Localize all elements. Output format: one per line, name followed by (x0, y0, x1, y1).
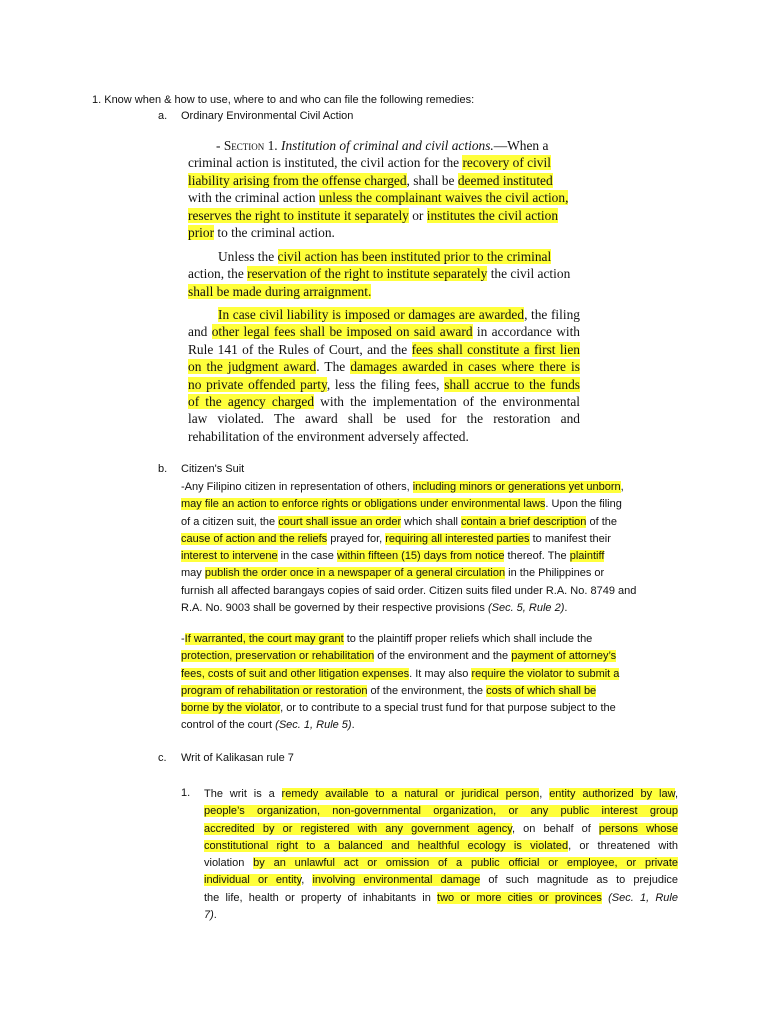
page-heading: 1. Know when & how to use, where to and who can file the following remedies: (92, 94, 475, 106)
plain-text: thereof. The (504, 550, 570, 563)
plain-text: criminal action is instituted, the civil action for the (188, 155, 463, 171)
citation-text: (Sec. 1, Rule 5) (275, 719, 352, 732)
plain-text: , the filing (524, 307, 580, 322)
citation-text: 7) (204, 909, 214, 922)
writ-item-number: 1. (181, 787, 191, 799)
text-line (188, 137, 580, 154)
highlighted-text: accredited by or registered with any government agency (204, 822, 512, 835)
plain-text: Unless the (218, 249, 278, 264)
plain-text: . The (316, 359, 351, 375)
highlighted-text: contain a brief description (461, 515, 587, 528)
highlighted-text: including minors or generations yet unborn (412, 481, 621, 493)
text-line (188, 323, 580, 340)
plain-text: with the criminal action (188, 190, 319, 206)
plain-text: 1. (264, 138, 282, 153)
highlighted-text: involving environmental damage (312, 874, 481, 887)
highlighted-text: shall be made during arraignment. (188, 283, 372, 299)
highlighted-text: two or more cities or provinces (437, 891, 602, 904)
highlighted-text: other legal fees shall be imposed on said award (211, 324, 473, 340)
plain-text: , shall be (406, 172, 458, 188)
plain-text: - (181, 633, 185, 645)
text-line (181, 683, 677, 700)
text-line (188, 376, 580, 393)
highlighted-text: court shall issue an order (278, 515, 402, 528)
text-line (204, 890, 678, 907)
text-line (181, 496, 677, 513)
plain-text: in accordance with (472, 324, 580, 340)
highlighted-text: interest to intervene (181, 550, 278, 563)
plain-text: - (216, 138, 224, 153)
rule-section-1-paragraph-2 (188, 248, 580, 300)
text-line (181, 548, 677, 565)
highlighted-text: entity authorized by law (549, 788, 675, 800)
highlighted-text: cause of action and the reliefs (181, 532, 328, 545)
text-line (188, 224, 580, 241)
highlighted-text: payment of attorney’s (511, 650, 617, 663)
plain-text: and (188, 324, 212, 340)
highlighted-text: institutes the civil action (426, 207, 559, 223)
plain-text: of such magnitude as to prejudice (480, 874, 679, 887)
text-line (188, 306, 580, 323)
text-line (188, 341, 580, 358)
text-line (181, 666, 677, 683)
plain-text: action, the (188, 266, 248, 282)
plain-text: with the implementation of the environmental (314, 394, 581, 410)
plain-text: the life, health or property of inhabitants in (204, 891, 438, 904)
plain-text: violation (204, 857, 254, 870)
highlighted-text: individual or entity (204, 874, 302, 887)
text-line (204, 907, 678, 924)
plain-text: , on behalf of (511, 822, 599, 835)
section-label: Section (223, 138, 265, 153)
text-line (181, 583, 677, 600)
highlighted-text: fees, costs of suit and other litigation expenses (181, 667, 410, 680)
text-line (204, 821, 678, 838)
section-c-marker: c. (158, 752, 167, 764)
text-line (204, 855, 678, 872)
plain-text: furnish all affected barangays copies of said order. Citizen suits filed under R.A. No. 8749 and (181, 584, 637, 597)
highlighted-text: remedy available to a natural or juridical person (281, 788, 540, 800)
highlighted-text: require the violator to submit a (471, 667, 620, 680)
text-line (181, 565, 677, 582)
plain-text: , (301, 874, 313, 887)
plain-text: the civil action (487, 266, 571, 282)
plain-text: law violated. The award shall be used for the restoration and (188, 411, 580, 427)
plain-text: R.A. No. 9003 shall be governed by their respective provisions (181, 602, 488, 615)
citizen-suit-paragraph-2 (181, 631, 677, 735)
plain-text: The writ is a (204, 788, 282, 800)
highlighted-text: damages awarded in cases where there is (350, 359, 580, 375)
plain-text: in the Philippines or (505, 567, 605, 580)
plain-text: of the environment, the (367, 684, 487, 697)
text-line (188, 172, 580, 189)
text-line (188, 283, 580, 300)
text-line (188, 207, 580, 224)
highlighted-text: requiring all interested parties (385, 532, 530, 545)
text-line (181, 600, 677, 617)
section-b-title: Citizen's Suit (181, 463, 245, 475)
highlighted-text: fees shall constitute a first lien (411, 341, 580, 357)
rule-section-1-paragraph-3 (188, 306, 580, 445)
text-line (188, 189, 580, 206)
text-line (181, 631, 677, 648)
section-a-title: Ordinary Environmental Civil Action (181, 110, 354, 122)
plain-text: Rule 141 of the Rules of Court, and the (188, 341, 412, 357)
plain-text: control of the court (181, 719, 276, 732)
highlighted-text: protection, preservation or rehabilitation (181, 650, 375, 663)
plain-text: may (181, 567, 205, 580)
plain-text: , (539, 788, 550, 800)
plain-text: , (620, 481, 624, 493)
highlighted-text: In case civil liability is imposed or damages are awarded (218, 307, 525, 322)
highlighted-text: program of rehabilitation or restoration (181, 684, 368, 697)
highlighted-text: persons whose (598, 822, 678, 835)
highlighted-text: people’s organization, non-governmental organization, or any public interest group (204, 805, 678, 818)
text-line (181, 514, 677, 531)
highlighted-text: constitutional right to a balanced and healthful ecology is violated (204, 839, 569, 852)
text-line (204, 803, 678, 820)
citizen-suit-paragraph-1 (181, 479, 677, 617)
plain-text: to the criminal action. (214, 225, 335, 241)
highlighted-text: deemed instituted (457, 172, 553, 188)
plain-text: , less the filing fees, (326, 376, 445, 392)
text-line (204, 838, 678, 855)
plain-text: , (674, 788, 678, 800)
plain-text: —When a (493, 138, 549, 153)
plain-text: , or threatened with (568, 839, 678, 852)
highlighted-text: unless the complainant waives the civil action, (318, 190, 569, 206)
rule-section-1-paragraph-1 (188, 137, 580, 241)
citation-text: (Sec. 1, Rule (608, 891, 678, 904)
text-line (188, 358, 580, 375)
text-line (188, 248, 580, 265)
highlighted-text: publish the order once in a newspaper of a general circulation (204, 567, 506, 580)
highlighted-text: prior (188, 225, 215, 241)
highlighted-text: no private offended party (188, 376, 327, 392)
highlighted-text: plaintiff (569, 550, 605, 563)
text-line (204, 786, 678, 803)
highlighted-text: may file an action to enforce rights or obligations under environmental laws (181, 498, 546, 511)
section-a-marker: a. (158, 110, 168, 122)
plain-text: rehabilitation of the environment adversely affected. (188, 428, 469, 444)
plain-text: -Any Filipino citizen in representation of others, (181, 481, 413, 493)
text-line (181, 700, 677, 717)
highlighted-text: recovery of civil (462, 155, 551, 171)
highlighted-text: If warranted, the court may grant (184, 633, 344, 645)
plain-text: . It may also (409, 667, 472, 680)
plain-text: or (408, 207, 427, 223)
plain-text: . (564, 602, 568, 615)
plain-text: to the plaintiff proper reliefs which shall include the (343, 633, 593, 645)
text-line (188, 393, 580, 410)
text-line (181, 648, 677, 665)
section-c-title: Writ of Kalikasan rule 7 (181, 752, 294, 764)
highlighted-text: reserves the right to institute it separately (188, 207, 409, 223)
highlighted-text: liability arising from the offense charged (188, 172, 407, 188)
text-line (204, 872, 678, 889)
plain-text: of a citizen suit, the (181, 515, 279, 528)
text-line (181, 531, 677, 548)
highlighted-text: reservation of the right to institute separately (247, 266, 488, 282)
plain-text: . Upon the filing (545, 498, 622, 511)
citation-text: (Sec. 5, Rule 2) (487, 602, 565, 615)
text-line (188, 154, 580, 171)
text-line (188, 410, 580, 427)
highlighted-text: costs of which shall be (486, 684, 597, 697)
plain-text: of the (586, 515, 617, 528)
text-line (181, 717, 677, 734)
plain-text: . (213, 909, 217, 922)
text-line (188, 265, 580, 282)
citation-text: Institution of criminal and civil actions. (281, 138, 494, 153)
plain-text: of the environment and the (374, 650, 512, 663)
plain-text: to manifest their (529, 532, 611, 545)
plain-text: , or to contribute to a special trust fund for that purpose subject to the (280, 702, 616, 715)
highlighted-text: shall accrue to the funds (444, 376, 581, 392)
highlighted-text: by an unlawful act or omission of a public official or employee, or private (253, 857, 678, 870)
plain-text: in the case (277, 550, 337, 563)
text-line (188, 428, 580, 445)
highlighted-text: civil action has been instituted prior to the criminal (277, 249, 552, 264)
section-b-marker: b. (158, 463, 168, 475)
text-line (181, 479, 677, 496)
plain-text: prayed for, (327, 532, 386, 545)
writ-of-kalikasan-item-1 (204, 786, 678, 924)
highlighted-text: borne by the violator (181, 702, 281, 715)
plain-text: . (351, 719, 355, 732)
highlighted-text: of the agency charged (188, 394, 315, 410)
highlighted-text: within fifteen (15) days from notice (336, 550, 505, 563)
plain-text: which shall (401, 515, 462, 528)
highlighted-text: on the judgment award (188, 359, 317, 375)
